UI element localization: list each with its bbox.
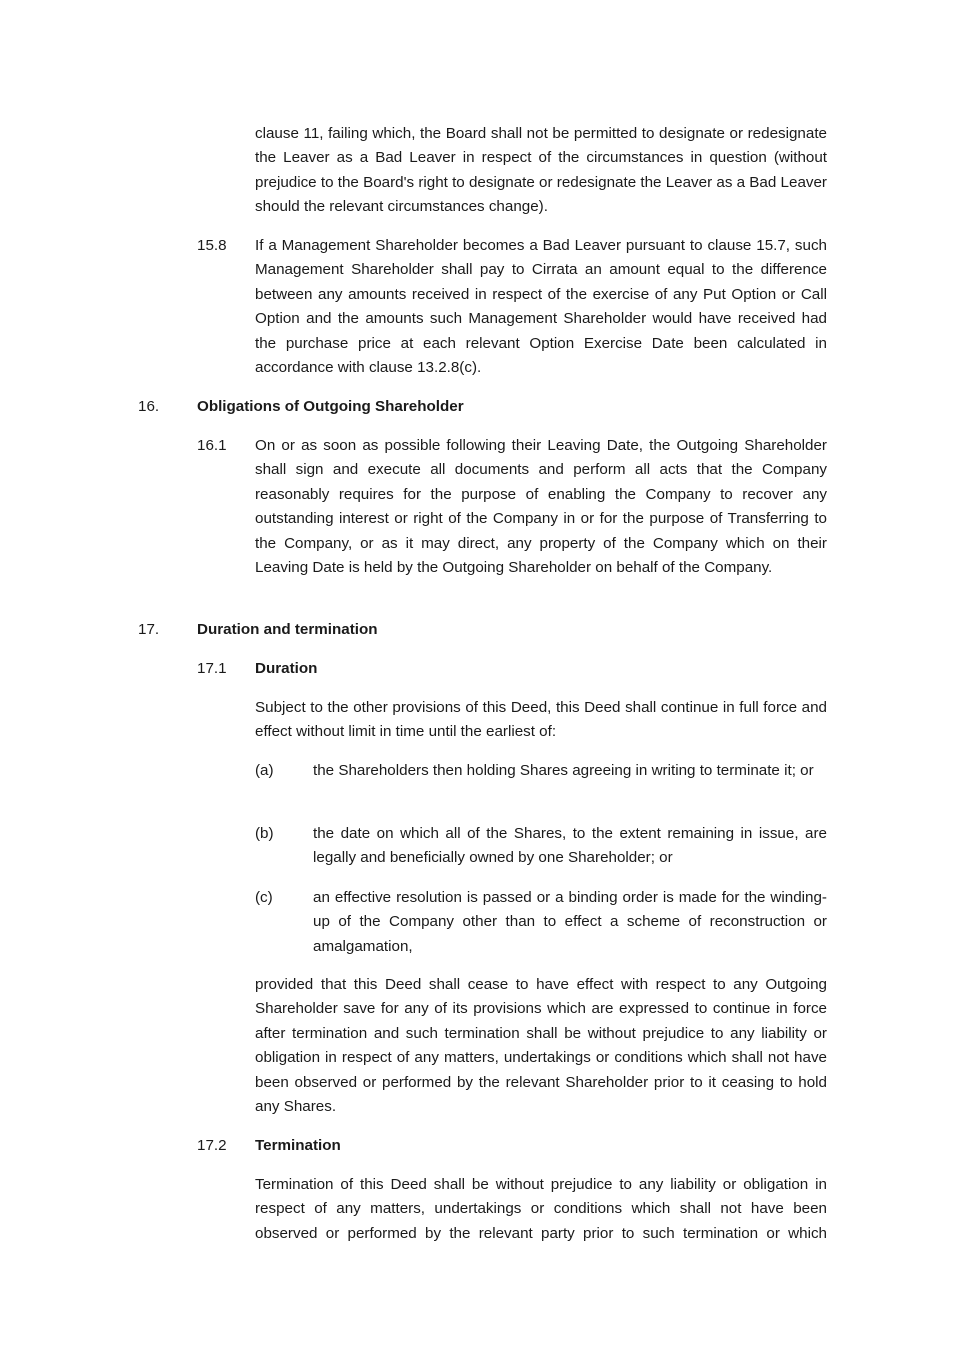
clause-15-8-text: If a Management Shareholder becomes a Bad Leaver pursuant to clause 15.7, such Management Shareholder shall pay to Cirrata an amount equal to the difference between any amounts received in respect of the exercise of any Put Option or Call Option and the amounts such Management Shareholder would have received had the purchase price at each relevant Option Exercise Date been calculated in accordance with clause 13.2.8(c).: [255, 237, 827, 377]
clause-number-15-8: 15.8: [197, 237, 227, 254]
clause-17-1-heading: Duration: [255, 660, 318, 677]
list-item-text-b: the date on which all of the Shares, to the extent remaining in issue, are legally and beneficially owned by one Shareholder; or: [313, 825, 827, 867]
list-item-text-a: the Shareholders then holding Shares agreeing in writing to terminate it; or: [313, 762, 814, 779]
list-item-label-b: (b): [255, 825, 274, 842]
clause-number-16-1: 16.1: [197, 437, 227, 454]
list-item-label-c: (c): [255, 889, 273, 906]
clause-number-17-1: 17.1: [197, 660, 227, 677]
clause-number-17-2: 17.2: [197, 1137, 227, 1154]
list-item-text-c: an effective resolution is passed or a binding order is made for the winding-up of the Company other than to effect a scheme of reconstruction or amalgamation,: [313, 889, 827, 955]
section-number-17: 17.: [138, 621, 160, 638]
clause-17-2-text: Termination of this Deed shall be without prejudice to any liability or obligation in respect of any matters, undertakings or conditions which shall not have been observed or performed by the relevant party prior to such termination or which: [255, 1176, 827, 1242]
section-number-16: 16.: [138, 398, 160, 415]
clause-17-2-heading: Termination: [255, 1137, 341, 1154]
continuation-paragraph: clause 11, failing which, the Board shall not be permitted to designate or redesignate the Leaver as a Bad Leaver in respect of the circumstances in question (without prejudice to the Board's right to designate or redesignate the Leaver as a Bad Leaver should the relevant circumstances change).: [255, 125, 827, 216]
clause-17-1-proviso: provided that this Deed shall cease to have effect with respect to any Outgoing Shareholder save for any of its provisions which are expressed to continue in force after termination and such termination shall be without prejudice to any liability or obligation in respect of any matters, undertakings or conditions which shall not have been observed or performed by the relevant Shareholder prior to it ceasing to hold any Shares.: [255, 976, 827, 1116]
list-item-label-a: (a): [255, 762, 274, 779]
section-17-heading: Duration and termination: [197, 621, 378, 638]
clause-17-1-intro: Subject to the other provisions of this Deed, this Deed shall continue in full force and effect without limit in time until the earliest of:: [255, 699, 827, 741]
section-16-heading: Obligations of Outgoing Shareholder: [197, 398, 464, 415]
clause-16-1-text: On or as soon as possible following their Leaving Date, the Outgoing Shareholder shall sign and execute all documents and perform all acts that the Company reasonably requires for the purpose of enabling the Company to recover any outstanding interest or right of the Company in or for the purpose of Transferring to the Company, or as it may direct, any property of the Company which on their Leaving Date is held by the Outgoing Shareholder on behalf of the Company.: [255, 437, 827, 577]
